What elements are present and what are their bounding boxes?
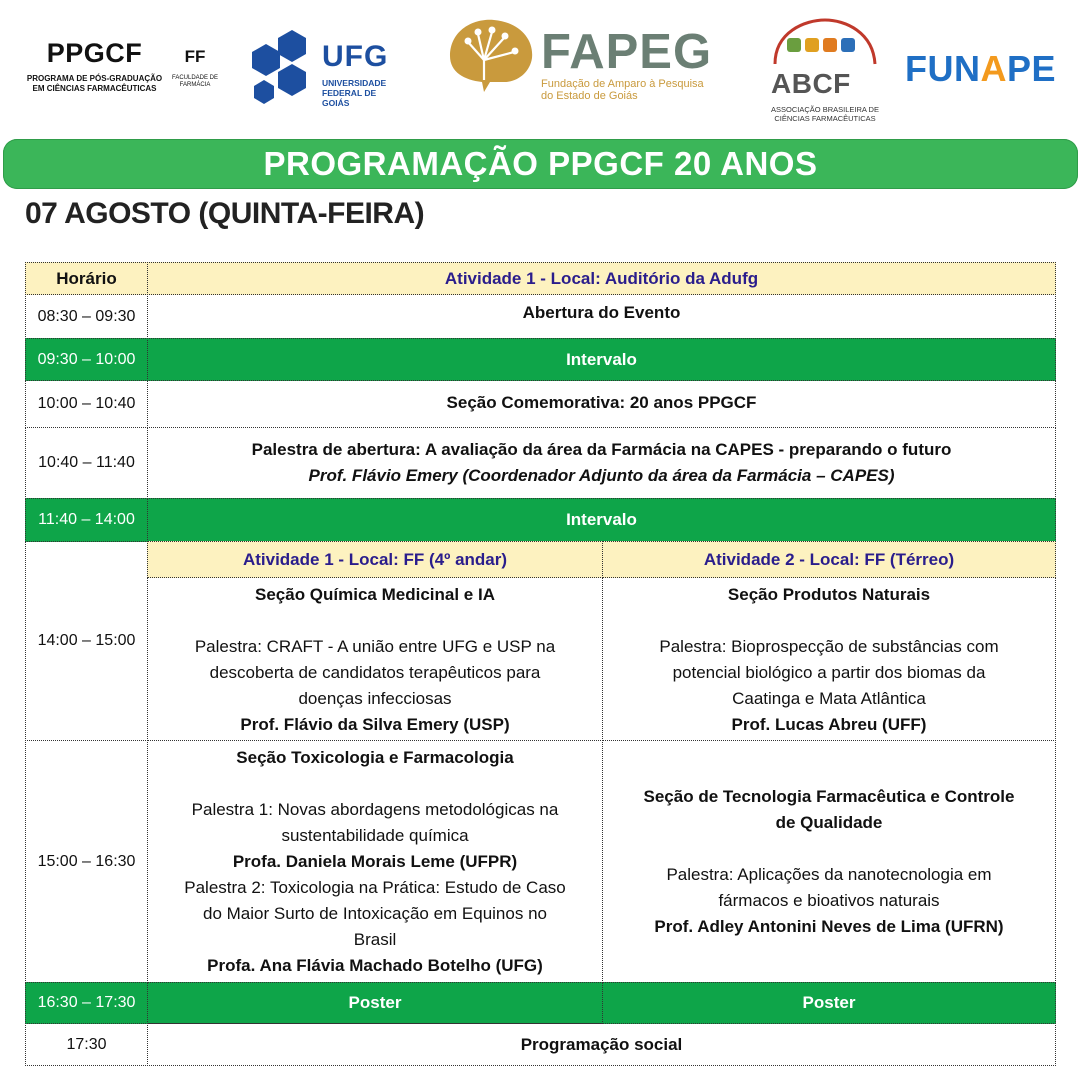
section-title: Seção Toxicologia e Farmacologia — [236, 748, 514, 767]
poster-right: Poster — [602, 982, 1056, 1024]
ppgcf-logo-subtitle-1: PROGRAMA DE PÓS-GRADUAÇÃO — [26, 74, 163, 83]
page-title-banner: PROGRAMAÇÃO PPGCF 20 ANOS — [3, 139, 1078, 189]
talk-line: do Maior Surto de Intoxicação em Equinos no — [203, 904, 547, 923]
ff-logo-subtitle-1: FACULDADE DE — [171, 75, 218, 81]
speaker: Prof. Adley Antonini Neves de Lima (UFRN) — [654, 916, 1004, 936]
talk-line: Palestra: Aplicações da nanotecnologia em — [666, 864, 992, 884]
speaker: Profa. Daniela Morais Leme (UFPR) — [232, 852, 518, 871]
row-content — [147, 427, 1056, 499]
row-time: 16:30 – 17:30 — [25, 982, 148, 1024]
talk-line: doenças infecciosas — [298, 689, 452, 708]
speaker: Prof. Flávio Emery (Coordenador Adjunto da área da Farmácia – CAPES) — [308, 466, 895, 485]
session-left — [147, 577, 603, 741]
ufg-logo-name: UFG — [322, 40, 389, 73]
ff-logo-subtitle-2: FARMÁCIA — [179, 82, 211, 88]
talk-line: descoberta de candidatos terapêuticos para — [209, 663, 541, 682]
subheader-activity-2: Atividade 2 - Local: FF (Térreo) — [602, 541, 1056, 578]
funape-logo-part2: A — [980, 48, 1007, 89]
abcf-logo-subtitle-2: CIÊNCIAS FARMACÊUTICAS — [774, 114, 876, 123]
talk-line: Caatinga e Mata Atlântica — [732, 689, 926, 708]
talk-line: potencial biológico a partir dos biomas da — [672, 663, 986, 682]
speaker: Profa. Ana Flávia Machado Botelho (UFG) — [207, 956, 543, 975]
ufg-logo-subtitle-1: UNIVERSIDADE — [322, 78, 387, 88]
session-left — [147, 740, 603, 983]
ff-logo-name: FF — [184, 47, 206, 66]
talk-line: Palestra: CRAFT - A união entre UFG e USP na — [194, 637, 556, 656]
poster-left: Poster — [147, 982, 603, 1024]
section-title: Seção de Tecnologia Farmacêutica e Controle — [643, 786, 1015, 806]
row-title: Programação social — [147, 1023, 1056, 1066]
section-title: Seção Produtos Naturais — [727, 585, 931, 604]
row-time: 10:40 – 11:40 — [25, 427, 148, 499]
session-right — [602, 577, 1056, 741]
ufg-logo-subtitle-2: FEDERAL DE GOIÁS — [322, 88, 377, 108]
speaker: Prof. Lucas Abreu (UFF) — [731, 715, 927, 734]
row-time: 09:30 – 10:00 — [25, 338, 148, 381]
fapeg-logo-subtitle-1: Fundação de Amparo à Pesquisa — [541, 78, 704, 90]
session-right — [602, 740, 1056, 983]
talk-line: Brasil — [353, 930, 397, 949]
funape-logo-part1: FUN — [905, 48, 981, 89]
row-time: 10:00 – 10:40 — [25, 380, 148, 428]
subheader-activity-1: Atividade 1 - Local: FF (4º andar) — [147, 541, 603, 578]
event-date: 07 AGOSTO (QUINTA-FEIRA) — [25, 197, 425, 230]
abcf-logo-name: ABCF — [771, 68, 851, 99]
row-title: Intervalo — [147, 498, 1056, 542]
talk-line: Palestra 2: Toxicologia na Prática: Estudo de Caso — [184, 878, 566, 897]
row-time: 08:30 – 09:30 — [25, 294, 148, 339]
section-title: Seção Química Medicinal e IA — [255, 585, 495, 604]
row-time: 14:00 – 15:00 — [25, 541, 148, 741]
talk-line: Palestra: Bioprospecção de substâncias com — [659, 637, 999, 656]
row-time: 17:30 — [25, 1023, 148, 1066]
row-title: Seção Comemorativa: 20 anos PPGCF — [147, 380, 1056, 428]
fapeg-logo-name: FAPEG — [541, 25, 713, 79]
row-time: 11:40 – 14:00 — [25, 498, 148, 542]
header-time: Horário — [25, 262, 148, 295]
ppgcf-logo-subtitle-2: EM CIÊNCIAS FARMACÊUTICAS — [32, 84, 157, 93]
section-title: de Qualidade — [775, 812, 883, 832]
fapeg-logo-subtitle-2: do Estado de Goiás — [541, 90, 638, 102]
row-title: Intervalo — [147, 338, 1056, 381]
row-title: Abertura do Evento — [147, 294, 1056, 339]
header-activity: Atividade 1 - Local: Auditório da Adufg — [147, 262, 1056, 295]
talk-line: fármacos e bioativos naturais — [718, 890, 940, 910]
talk-title: Palestra de abertura: A avaliação da área da Farmácia na CAPES - preparando o futuro — [251, 440, 952, 459]
abcf-logo-subtitle-1: ASSOCIAÇÃO BRASILEIRA DE — [771, 105, 879, 114]
talk-line: sustentabilidade química — [281, 826, 469, 845]
ppgcf-logo-name: PPGCF — [46, 38, 143, 68]
funape-logo-part3: PE — [1007, 48, 1057, 89]
row-time: 15:00 – 16:30 — [25, 740, 148, 983]
talk-line: Palestra 1: Novas abordagens metodológicas na — [191, 800, 559, 819]
speaker: Prof. Flávio da Silva Emery (USP) — [240, 715, 510, 734]
